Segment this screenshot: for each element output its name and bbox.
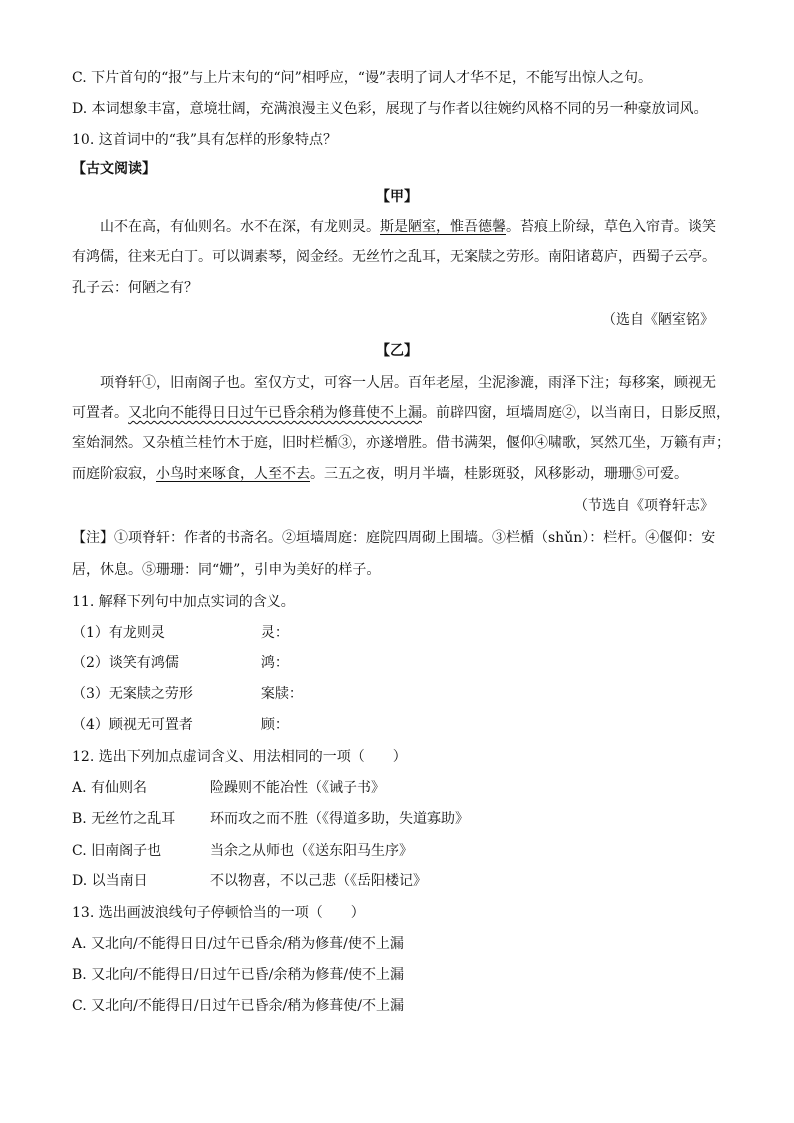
yi-heading: 【乙】 xyxy=(376,343,418,359)
q12-option xyxy=(72,871,427,891)
yi-text-4a: 而庭阶寂寂， xyxy=(72,466,156,482)
q13-option: C. 又北向/不能得日/日过午已昏余/稍为修葺使/不上漏 xyxy=(72,998,404,1014)
section-title: 【古文阅读】 xyxy=(72,161,156,177)
q11-item xyxy=(72,684,303,704)
q11-item-text: 顾视无可置者 xyxy=(108,717,193,733)
q12-option-label: A. 有仙则名 xyxy=(72,780,148,796)
note-line-1: 【注】①项脊轩：作者的书斋名。②垣墙周庭：庭院四周砌上围墙。③栏楯（shǔn）：栏杆。④偃仰：安 xyxy=(72,530,716,546)
yi-text-2b: 。前辟四窗，垣墙周庭②，以当南日，日影反照， xyxy=(422,405,730,421)
jia-line-2: 有鸿儒，往来无白丁。可以调素琴，阅金经。无丝竹之乱耳，无案牍之劳形。南阳诸葛庐，西蜀子云亭。 xyxy=(72,249,716,265)
q12-option xyxy=(72,809,469,829)
q12-option-compare: 环而攻之而不胜（《得道多助，失道寡助》 xyxy=(210,811,469,827)
yi-wavy-sentence: 又北向不能得日日过午已昏余稍为修葺使不上漏 xyxy=(128,405,422,421)
q12-option-label: B. 无丝竹之乱耳 xyxy=(72,811,176,827)
jia-text-1b: 。苔痕上阶绿，草色入帘青。谈笑 xyxy=(506,219,716,235)
q11-item-word: 灵： xyxy=(260,625,289,641)
q10-stem: 10. 这首词中的“我”具有怎样的形象特点？ xyxy=(72,132,338,148)
yi-underlined-sentence: 小鸟时来啄食，人至不去 xyxy=(156,466,310,482)
q12-option-compare: 当余之从师也（《送东阳马生序》 xyxy=(210,843,413,859)
jia-line-3: 孔子云：何陋之有？ xyxy=(72,280,198,296)
yi-line-1: 项脊轩①，旧南阁子也。室仅方丈，可容一人居。百年老屋，尘泥渗漉，雨泽下注；每移案，顾视无 xyxy=(100,375,716,391)
q12-option-compare: 不以物喜，不以己悲（《岳阳楼记》 xyxy=(210,873,427,889)
q11-item xyxy=(72,715,289,735)
jia-heading: 【甲】 xyxy=(376,189,418,205)
jia-text-1a: 山不在高，有仙则名。水不在深，有龙则灵。 xyxy=(100,219,380,235)
q12-stem: 12. 选出下列加点虚词含义、用法相同的一项（ ） xyxy=(72,749,407,765)
q11-item-word: 顾： xyxy=(260,717,289,733)
q12-option xyxy=(72,841,413,861)
q13-option: A. 又北向/不能得日日/过午已昏余/稍为修葺/使不上漏 xyxy=(72,936,404,952)
q12-option-compare: 险躁则不能冶性（《诫子书》 xyxy=(210,780,385,796)
jia-underlined-sentence: 斯是陋室，惟吾德馨 xyxy=(380,219,506,235)
q11-item-word: 鸿： xyxy=(260,655,289,671)
yi-line-4 xyxy=(72,464,688,484)
q11-stem: 11. 解释下列句中加点实词的含义。 xyxy=(72,594,295,610)
q11-item-number: （1） xyxy=(72,625,109,641)
yi-line-3: 室始洞然。又杂植兰桂竹木于庭，旧时栏楯③，亦遂增胜。借书满架，偃仰④啸歌，冥然兀坐，万籁有声； xyxy=(72,435,730,451)
q11-item-text: 无案牍之劳形 xyxy=(108,686,193,702)
q9-option-c: C. 下片首句的“报”与上片末句的“问”相呼应，“谩”表明了词人才华不足，不能写出惊人之句。 xyxy=(72,70,653,86)
q12-option-label: C. 旧南阁子也 xyxy=(72,843,162,859)
yi-line-2 xyxy=(72,403,730,423)
q11-item xyxy=(72,653,289,673)
q11-item-number: （2） xyxy=(72,655,109,671)
jia-line-1 xyxy=(100,217,716,237)
q12-option xyxy=(72,778,385,798)
q11-item-number: （4） xyxy=(72,717,109,733)
q11-item-text: 有龙则灵 xyxy=(108,625,165,641)
q11-item-text: 谈笑有鸿儒 xyxy=(108,655,179,671)
q13-option: B. 又北向/不能得日/日过午已昏/余稍为修葺/使不上漏 xyxy=(72,967,405,983)
yi-source: （节选自《项脊轩志》 xyxy=(574,498,714,514)
note-line-2: 居，休息。⑤珊珊：同“姗”，引申为美好的样子。 xyxy=(72,562,381,578)
q11-item-number: （3） xyxy=(72,686,109,702)
yi-text-4b: 。三五之夜，明月半墙，桂影斑驳，风移影动，珊珊⑤可爱。 xyxy=(310,466,688,482)
jia-source: （选自《陋室铭》 xyxy=(602,312,714,328)
q11-item xyxy=(72,623,289,643)
q11-item-word: 案牍： xyxy=(260,686,303,702)
q12-option-label: D. 以当南日 xyxy=(72,873,148,889)
yi-text-2a: 可置者。 xyxy=(72,405,128,421)
q9-option-d: D. 本词想象丰富，意境壮阔，充满浪漫主义色彩，展现了与作者以往婉约风格不同的另一种豪放词风。 xyxy=(72,101,708,117)
q13-stem: 13. 选出画波浪线句子停顿恰当的一项（ ） xyxy=(72,905,365,921)
